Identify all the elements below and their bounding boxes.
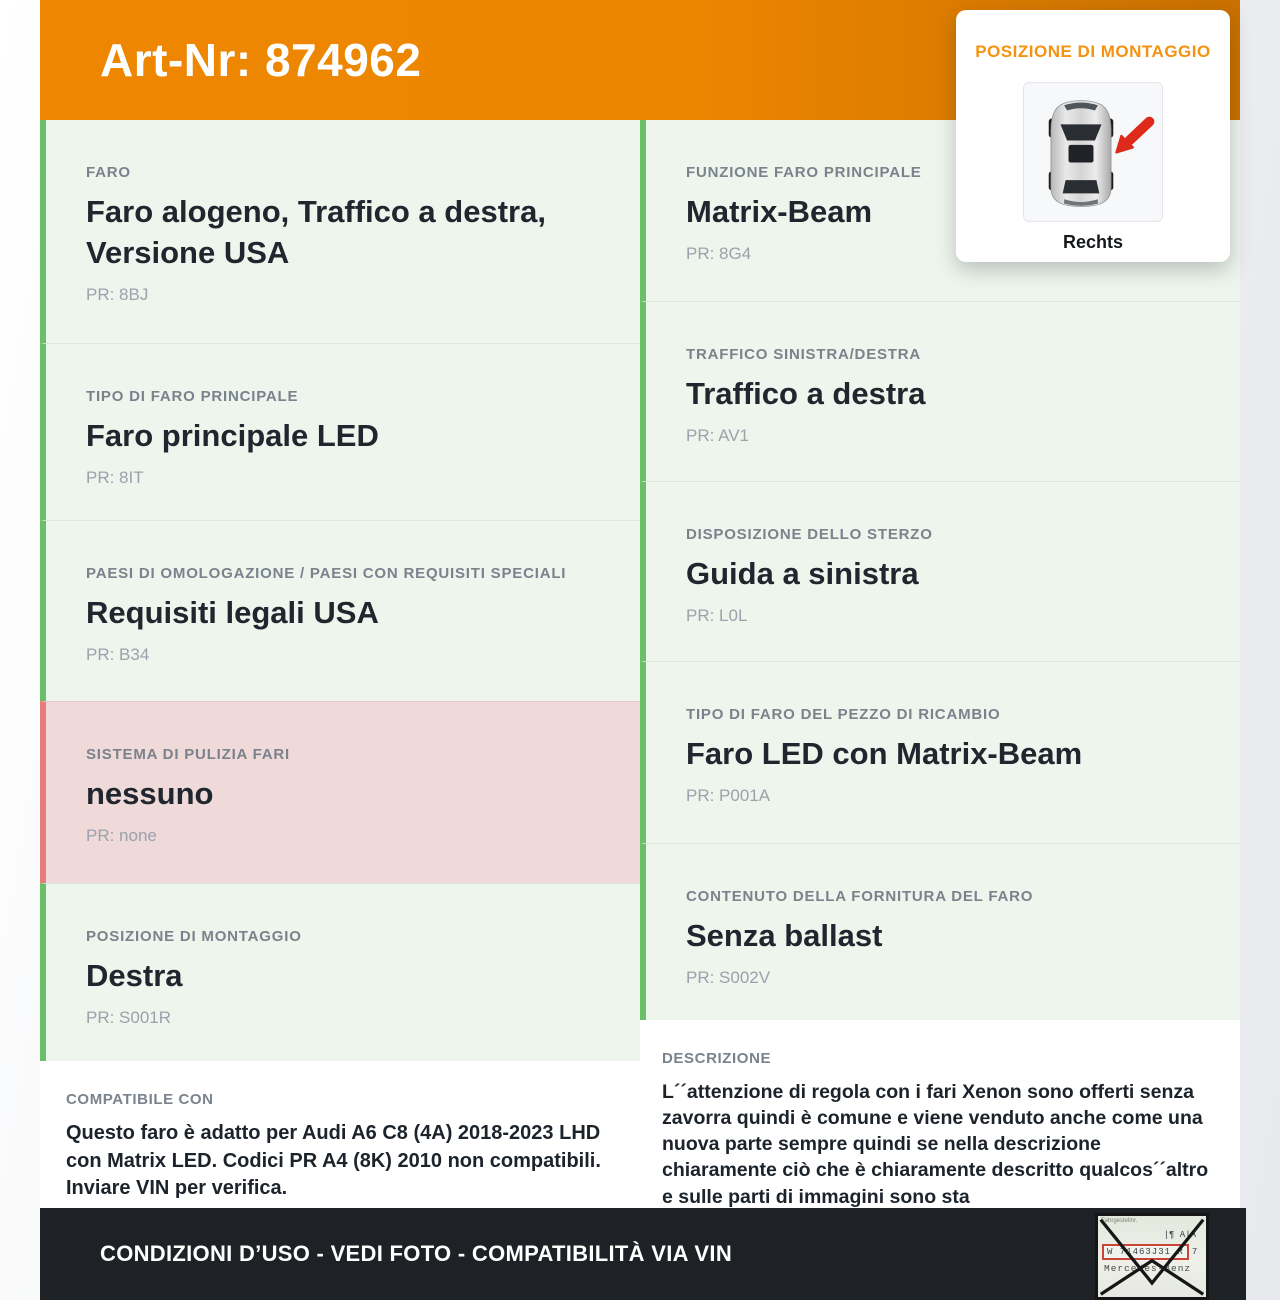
spec-column-right [640, 120, 1240, 1208]
spec-pr-code: PR: P001A [686, 786, 771, 806]
spec-card-tipo-faro [40, 343, 640, 520]
spec-value: Matrix-Beam [686, 194, 873, 229]
car-top-view-icon [1048, 91, 1114, 215]
spec-label: SISTEMA DI PULIZIA FARI [86, 746, 290, 763]
vin-doc-brand: Mercedes-Benz [1104, 1263, 1192, 1274]
spec-card-sterzo [640, 481, 1240, 661]
spec-card-faro [40, 120, 640, 343]
spec-label: TIPO DI FARO PRINCIPALE [86, 388, 299, 405]
spec-card-omologazione [40, 520, 640, 701]
spec-pr-code: PR: B34 [86, 645, 150, 665]
mounting-position-title: POSIZIONE DI MONTAGGIO [975, 42, 1211, 61]
red-arrow-icon [1112, 115, 1156, 159]
spec-pr-code: PR: 8IT [86, 468, 144, 488]
spec-pr-code: PR: S002V [686, 968, 771, 988]
spec-pr-code: PR: L0L [686, 606, 748, 626]
vin-doc-label: Fahrgestellnr. [1101, 1218, 1138, 1224]
spec-value: Traffico a destra [686, 376, 926, 411]
spec-label: TIPO DI FARO DEL PEZZO DI RICAMBIO [686, 706, 1001, 723]
spec-card-posizione [40, 883, 640, 1061]
spec-label: POSIZIONE DI MONTAGGIO [86, 928, 302, 945]
spec-pr-code: PR: 8BJ [86, 285, 149, 305]
mounting-position-card [956, 10, 1230, 262]
spec-card-traffico [640, 301, 1240, 481]
spec-pr-code: PR: S001R [86, 1008, 172, 1028]
description-text: L´´attenzione di regola con i fari Xenon sono offerti senza zavorra quindi è comune e viene venduto anche come una nuova parte sempre quindi se nella descrizione chiaramente ciò che è chiaramente descritto qualcos´´altro e sulle parti di immagini sono sta [662, 1081, 1209, 1208]
vin-doc-marks: |¶ A|A [1163, 1230, 1196, 1240]
spec-pr-code: PR: none [86, 826, 157, 846]
spec-value: Senza ballast [686, 918, 883, 953]
spec-value: Requisiti legali USA [86, 595, 379, 630]
spec-value: Faro LED con Matrix-Beam [686, 736, 1083, 771]
spec-label: FARO [86, 164, 131, 181]
footer-bar [40, 1208, 1246, 1300]
crossed-envelope-icon [1098, 1216, 1206, 1297]
spec-card-ricambio [640, 661, 1240, 843]
spec-value: nessuno [86, 776, 214, 811]
spec-pr-code: PR: 8G4 [686, 244, 752, 264]
spec-label: CONTENUTO DELLA FORNITURA DEL FARO [686, 888, 1034, 905]
mounting-position-value: Rechts [1062, 232, 1124, 252]
compatibility-card [40, 1061, 640, 1208]
spec-columns [40, 120, 1240, 1208]
spec-value: Faro alogeno, Traffico a destra, Versione USA [86, 194, 546, 271]
spec-value: Destra [86, 958, 183, 993]
spec-label: DISPOSIZIONE DELLO STERZO [686, 526, 933, 543]
spec-label: FUNZIONE FARO PRINCIPALE [686, 164, 922, 181]
article-number-title: Art-Nr: 874962 [100, 34, 422, 86]
compatibility-text: Questo faro è adatto per Audi A6 C8 (4A) 2018-2023 LHD con Matrix LED. Codici PR A4 (8K) 2010 non compatibili. Inviare VIN per verifica. [66, 1122, 601, 1200]
vin-number-highlight: W 71463J31 R [1102, 1244, 1189, 1260]
vin-check-digit: 7 [1191, 1247, 1198, 1257]
spec-label: TRAFFICO SINISTRA/DESTRA [686, 346, 922, 363]
spec-card-pulizia-fari [40, 701, 640, 883]
spec-label: PAESI DI OMOLOGAZIONE / PAESI CON REQUISITI SPECIALI [86, 565, 567, 582]
spec-column-left [40, 120, 640, 1208]
car-position-image [1023, 82, 1163, 222]
description-label: DESCRIZIONE [662, 1050, 772, 1067]
footer-conditions-text: CONDIZIONI D’USO - VEDI FOTO - COMPATIBILITÀ VIA VIN [100, 1241, 733, 1266]
spec-pr-code: PR: AV1 [686, 426, 749, 446]
description-card [640, 1020, 1240, 1208]
vin-document-image [1095, 1213, 1209, 1300]
spec-value: Guida a sinistra [686, 556, 919, 591]
spec-value: Faro principale LED [86, 418, 379, 453]
spec-card-fornitura [640, 843, 1240, 1020]
compatibility-label: COMPATIBILE CON [66, 1091, 214, 1108]
